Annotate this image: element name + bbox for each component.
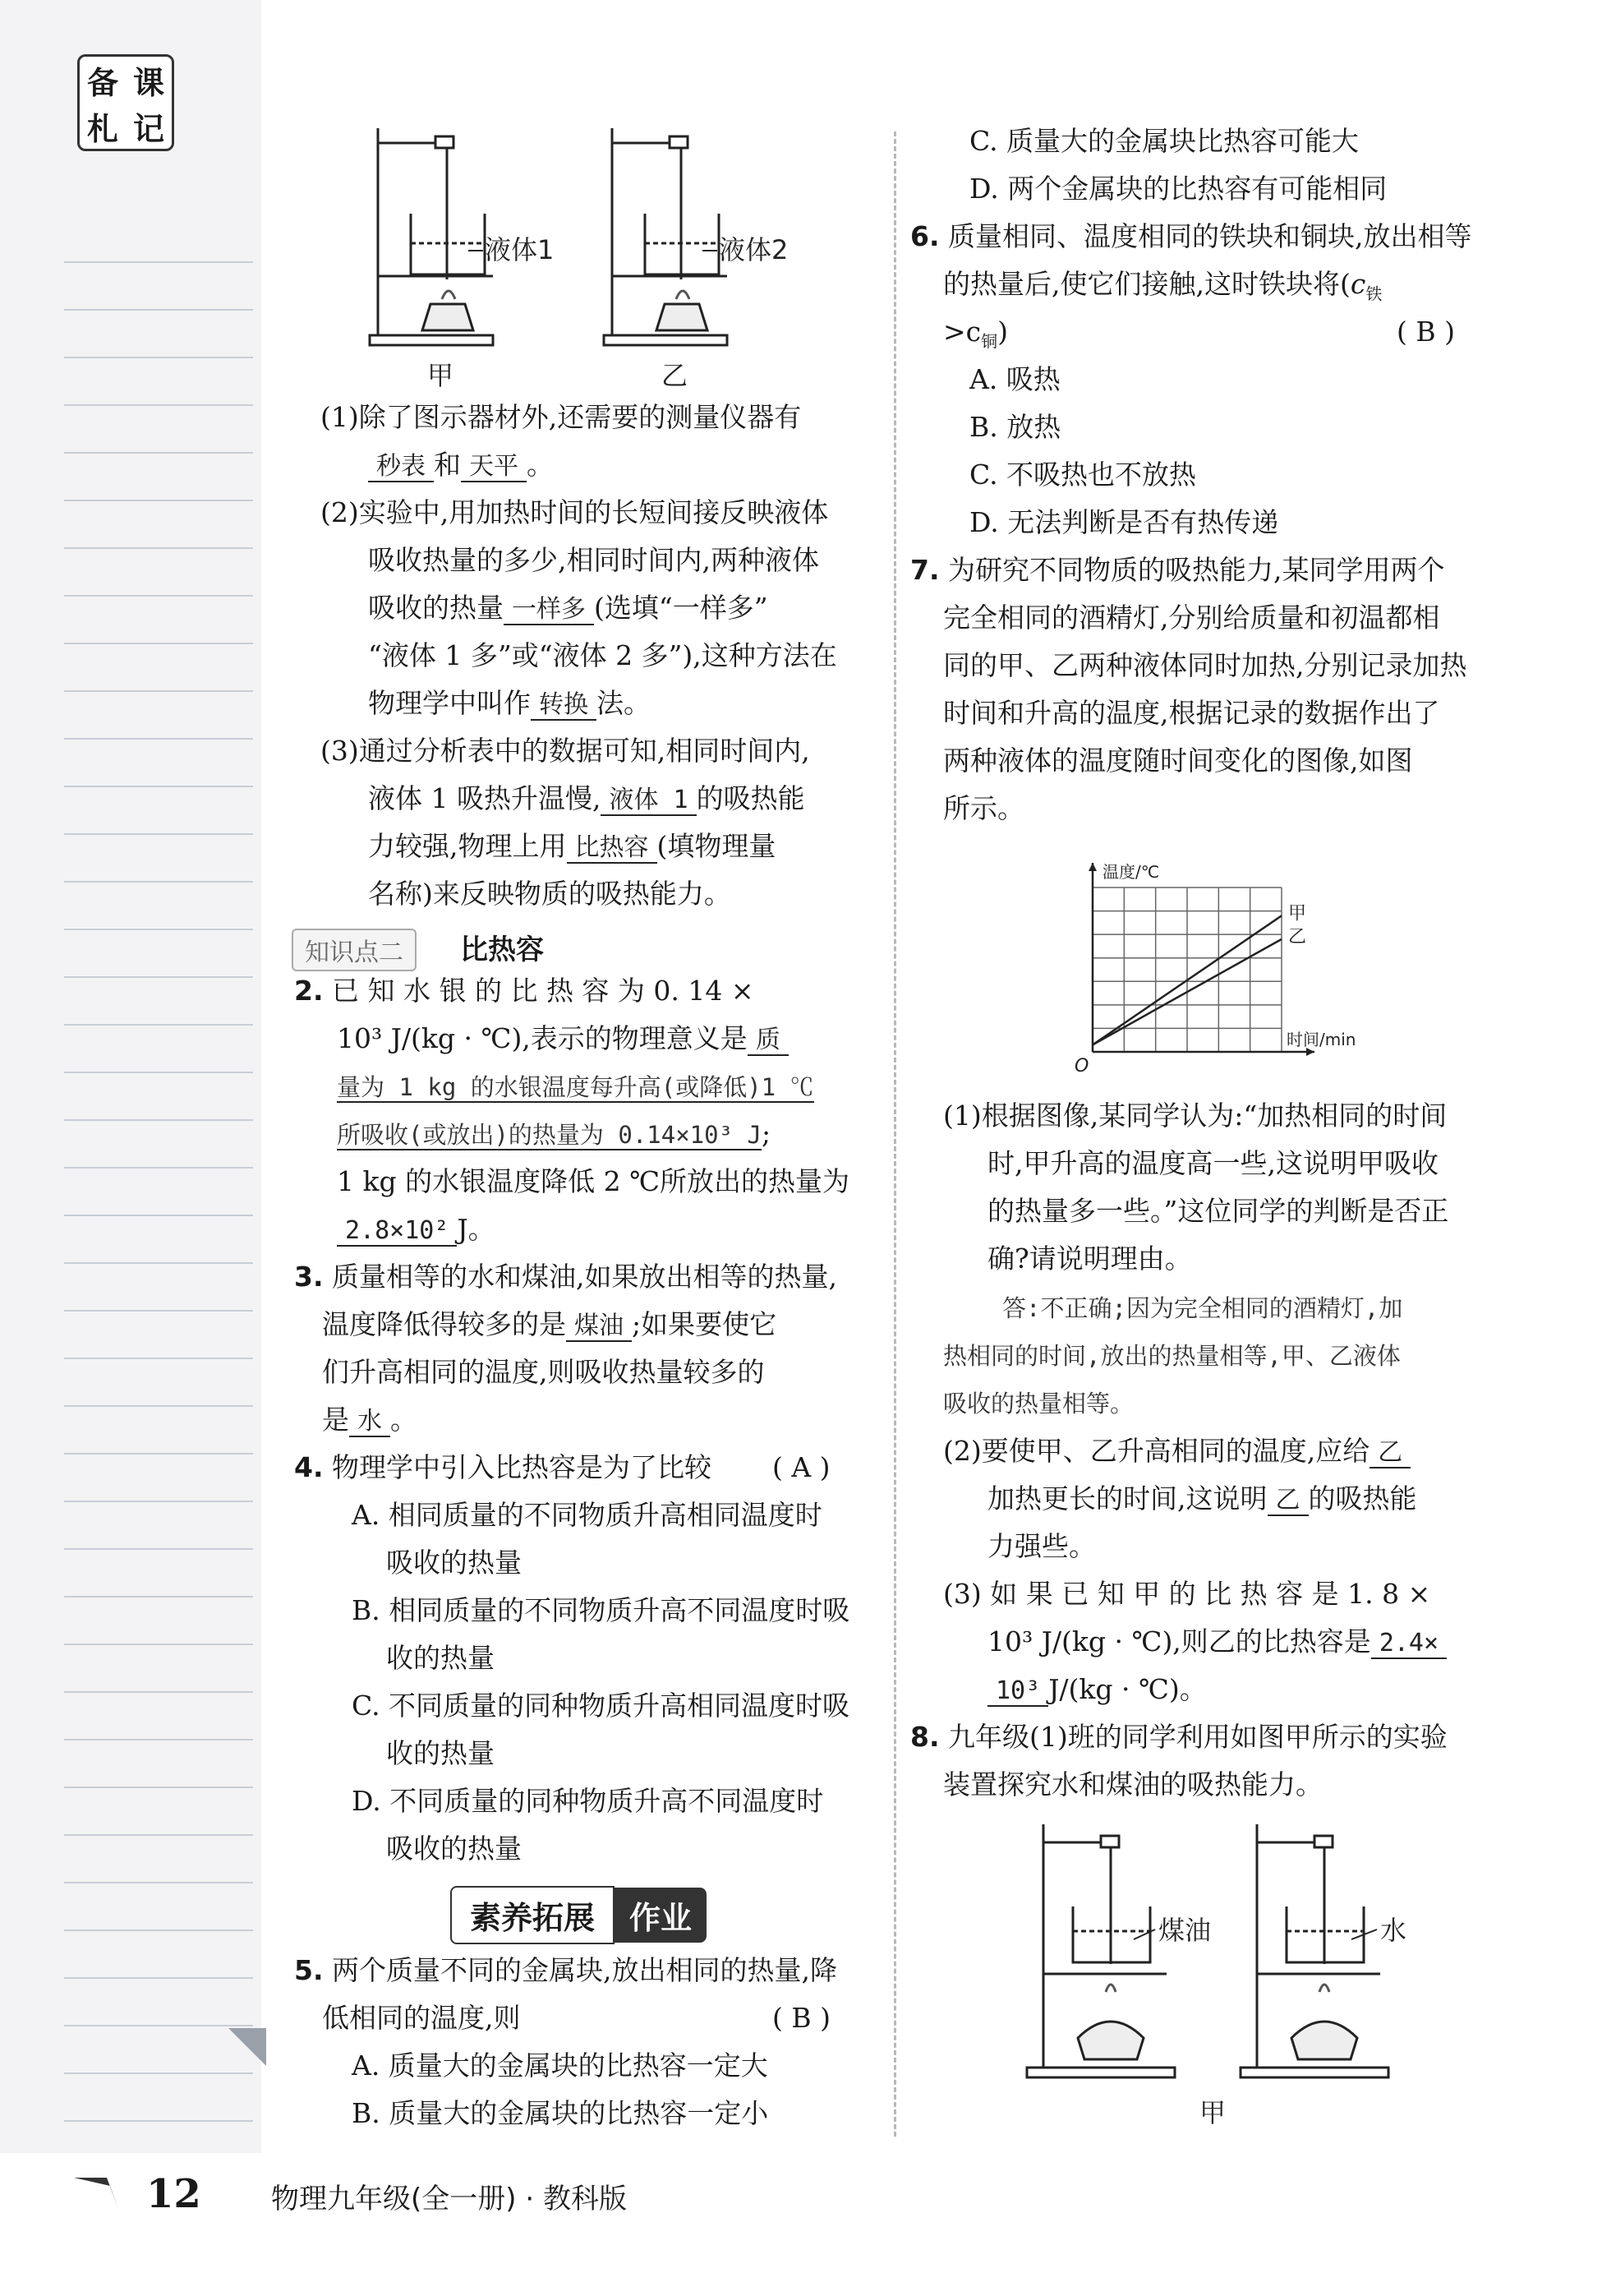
answer-blank: 转换 — [531, 690, 596, 721]
question-number: 7. — [910, 554, 940, 586]
question-number: 4. — [294, 1451, 324, 1483]
q6-line: $>c_铜$) — [943, 316, 1009, 352]
q5-answer: ( B ) — [772, 2002, 831, 2034]
q7-answer-handwritten: 吸收的热量相等。 — [943, 1390, 1135, 1418]
q2-line: 2.8×10² J。 — [337, 1213, 495, 1247]
apparatus-left — [370, 128, 493, 345]
q6-option-a: A. 吸热 — [969, 363, 1061, 395]
answer-blank: 10³ — [987, 1676, 1048, 1707]
q1-part2: 吸收热量的多少,相同时间内,两种液体 — [368, 544, 819, 576]
q6-line: 的热量后,使它们接触,这时铁块将($c_铁$ — [943, 268, 1383, 304]
q7-answer-handwritten: 热相同的时间,放出的热量相等,甲、乙液体 — [943, 1342, 1401, 1370]
q5-option-b: B. 质量大的金属块的比热容一定小 — [352, 2097, 769, 2129]
apparatus-figure-top — [345, 123, 854, 394]
q5-option-a: A. 质量大的金属块的比热容一定大 — [352, 2049, 768, 2082]
q4-option-a: 吸收的热量 — [386, 1547, 522, 1579]
q6-option-b: B. 放热 — [969, 411, 1061, 443]
badge-char: 课 — [132, 64, 164, 101]
answer-blank: 天平 — [461, 452, 527, 482]
q7-part3: (3) 如 果 已 知 甲 的 比 热 容 是 1. 8 × — [943, 1578, 1431, 1610]
q2-line: 10³ J/(kg · ℃),表示的物理意义是 质 — [337, 1022, 789, 1057]
apparatus-figure-bottom — [1019, 1816, 1429, 2128]
answer-handwritten: 量为 1 kg 的水银温度每升高(或降低)1 ℃ — [337, 1073, 814, 1101]
label-liquid-1: 液体1 — [485, 234, 555, 265]
q1-part3: (3)通过分析表中的数据可知,相同时间内, — [320, 735, 810, 767]
q7-answer-handwritten: 答:不正确;因为完全相同的酒精灯,加 — [1002, 1294, 1403, 1322]
q2-line — [337, 1070, 814, 1104]
q7-line: 完全相同的酒精灯,分别给质量和初温都相 — [943, 602, 1440, 634]
badge-char: 札 — [86, 110, 118, 147]
caption-yi: 乙 — [661, 360, 688, 391]
q6-option-d: D. 无法判断是否有热传递 — [969, 506, 1279, 538]
knowledge-point-title: 比热容 — [460, 934, 544, 966]
apparatus-kerosene — [1027, 1824, 1175, 2077]
q4-answer: ( A ) — [772, 1451, 831, 1483]
q5-option-d: D. 两个金属块的比热容有可能相同 — [969, 173, 1388, 205]
question-number: 8. — [910, 1721, 940, 1753]
x-axis-label: 时间/min — [1287, 1030, 1356, 1049]
answer-blank: 2.8×10² — [337, 1216, 457, 1247]
q3-line: 温度降低得较多的是 煤油 ;如果要使它 — [322, 1308, 777, 1340]
question-number: 3. — [294, 1261, 324, 1293]
q7-part2: 力强些。 — [987, 1530, 1096, 1562]
q2-line: 所吸收(或放出)的热量为 0.14×10³ J; — [337, 1118, 771, 1150]
q7-line: 7. 为研究不同物质的吸热能力,某同学用两个 — [910, 554, 1445, 586]
q1-part2: (2)实验中,用加热时间的长短间接反映液体 — [320, 496, 829, 528]
answer-blank: 秒表 — [368, 452, 434, 482]
q1-part1-answer: 秒表 和 天平 。 — [368, 449, 554, 483]
answer-blank: 水 — [349, 1407, 390, 1437]
banner-left: 素养拓展 — [450, 1886, 615, 1944]
q1-part3: 液体 1 吸热升温慢, 液体 1 的吸热能 — [368, 782, 805, 814]
column-divider — [894, 131, 896, 2137]
q6-line: 6. 质量相同、温度相同的铁块和铜块,放出相等 — [910, 220, 1472, 252]
temperature-time-chart — [1060, 846, 1356, 1085]
apparatus-water — [1241, 1824, 1388, 2077]
banner-right: 作业 — [615, 1888, 707, 1943]
answer-handwritten: 所吸收(或放出)的热量为 0.14×10³ J — [337, 1121, 762, 1149]
q7-part3: 10³ J/(kg · ℃),则乙的比热容是 2.4× — [987, 1625, 1447, 1660]
q1-part2: 物理学中叫作 转换 法。 — [368, 687, 651, 719]
apparatus-right — [604, 128, 727, 345]
answer-blank: 液体 1 — [601, 786, 696, 816]
q1-part3: 名称)来反映物质的吸热能力。 — [368, 878, 731, 910]
page-number: 12 — [146, 2171, 201, 2217]
q4-option-b: B. 相同质量的不同物质升高不同温度时吸 — [352, 1594, 850, 1626]
q2-line: 1 kg 的水银温度降低 2 ℃所放出的热量为 — [337, 1165, 849, 1197]
q7-part1: 确?请说明理由。 — [987, 1243, 1192, 1275]
q3-line: 们升高相同的温度,则吸收热量较多的 — [322, 1356, 765, 1388]
notes-badge — [77, 54, 174, 151]
book-title: 物理九年级(全一册) · 教科版 — [271, 2183, 627, 2215]
q7-line: 两种液体的温度随时间变化的图像,如图 — [943, 745, 1413, 777]
question-number: 2. — [294, 975, 324, 1007]
answer-blank: 2.4× — [1371, 1629, 1447, 1659]
question-number: 5. — [294, 1954, 324, 1986]
section-banner — [450, 1890, 707, 1939]
q4-option-b: 收的热量 — [386, 1642, 495, 1674]
q3-line: 是 水 。 — [322, 1404, 417, 1436]
q3-line: 3. 质量相等的水和煤油,如果放出相等的热量, — [294, 1261, 837, 1293]
answer-blank: 一样多 — [504, 595, 594, 625]
q5-line: 5. 两个质量不同的金属块,放出相同的热量,降 — [294, 1954, 837, 1986]
q7-part2: 加热更长的时间,这说明 乙 的吸热能 — [987, 1482, 1417, 1515]
q4-option-d: D. 不同质量的同种物质升高不同温度时 — [352, 1785, 824, 1817]
answer-blank: 质 — [748, 1026, 789, 1056]
q1-part2: 吸收的热量 一样多 (选填“一样多” — [368, 592, 768, 624]
q4-option-a: A. 相同质量的不同物质升高相同温度时 — [352, 1499, 822, 1531]
q4-option-d: 吸收的热量 — [386, 1833, 522, 1865]
q1-part2: “液体 1 多”或“液体 2 多”),这种方法在 — [368, 639, 837, 671]
answer-blank: 煤油 — [566, 1312, 632, 1342]
q4-option-c: C. 不同质量的同种物质升高相同温度时吸 — [352, 1690, 850, 1722]
q6-answer: ( B ) — [1397, 316, 1455, 348]
q7-part2: (2)要使甲、乙升高相同的温度,应给 乙 — [943, 1435, 1411, 1469]
knowledge-point-tag: 知识点二 — [292, 929, 417, 971]
q7-part1: 时,甲升高的温度高一些,这说明甲吸收 — [987, 1147, 1439, 1179]
q1-part3: 力较强,物理上用 比热容 (填物理量 — [368, 830, 776, 862]
q7-part3: 10³ J/(kg · ℃)。 — [987, 1673, 1207, 1708]
q7-line: 所示。 — [943, 792, 1024, 824]
answer-blank: 乙 — [1268, 1486, 1309, 1516]
label-water: 水 — [1380, 1915, 1407, 1946]
notes-ruled-lines — [64, 215, 253, 2122]
q8-line: 8. 九年级(1)班的同学利用如图甲所示的实验 — [910, 1721, 1448, 1753]
origin-label: O — [1075, 1056, 1089, 1077]
label-kerosene: 煤油 — [1158, 1915, 1212, 1946]
q4-stem: 4. 物理学中引入比热容是为了比较 — [294, 1451, 711, 1483]
q7-line: 时间和升高的温度,根据记录的数据作出了 — [943, 697, 1440, 729]
badge-char: 记 — [132, 110, 164, 147]
question-number: 6. — [910, 220, 940, 252]
q1-part1: (1)除了图示器材外,还需要的测量仪器有 — [320, 401, 802, 433]
y-axis-label: 温度/℃ — [1103, 862, 1160, 882]
q2-line: 2. 已 知 水 银 的 比 热 容 为 0. 14 × — [294, 975, 754, 1007]
q8-line: 装置探究水和煤油的吸热能力。 — [943, 1768, 1323, 1800]
q7-part1: 的热量多一些。”这位同学的判断是否正 — [987, 1195, 1449, 1227]
badge-char: 备 — [86, 64, 118, 101]
y-axis-arrow — [1089, 863, 1097, 871]
page-fold-icon — [228, 2028, 266, 2066]
q7-part1: (1)根据图像,某同学认为:“加热相同的时间 — [943, 1100, 1448, 1132]
q7-line: 同的甲、乙两种液体同时加热,分别记录加热 — [943, 649, 1467, 681]
answer-blank: 乙 — [1370, 1438, 1411, 1468]
q4-option-c: 收的热量 — [386, 1737, 495, 1769]
series-label: 甲 — [1288, 903, 1307, 924]
footer-corner-icon — [74, 2169, 131, 2211]
caption-jia-bottom: 甲 — [1199, 2097, 1227, 2128]
answer-blank: 比热容 — [567, 833, 657, 864]
label-liquid-2: 液体2 — [719, 234, 789, 265]
q6-option-c: C. 不吸热也不放热 — [969, 459, 1197, 491]
caption-jia: 甲 — [427, 360, 454, 391]
series-label: 乙 — [1288, 926, 1307, 947]
q5-line: 低相同的温度,则 — [322, 2002, 521, 2034]
q5-option-c: C. 质量大的金属块比热容可能大 — [969, 125, 1360, 157]
